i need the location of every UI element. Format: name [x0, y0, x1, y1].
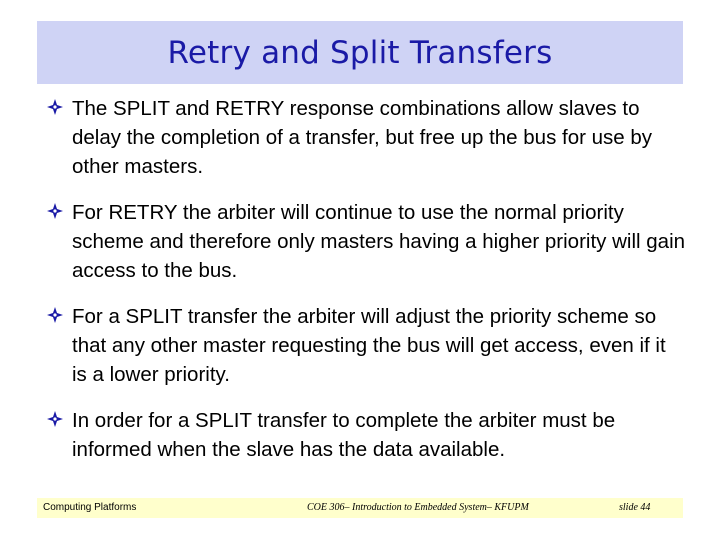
slide-title: Retry and Split Transfers	[167, 34, 553, 71]
diamond-bullet-icon	[46, 98, 64, 116]
bullet-item	[46, 302, 686, 389]
bullet-item	[46, 198, 686, 285]
bullet-text: For RETRY the arbiter will continue to use the normal priority scheme and therefore only masters having a higher priority will gain access to the bus.	[72, 201, 686, 282]
bullet-text: In order for a SPLIT transfer to complete the arbiter must be informed when the slave has the data available.	[72, 409, 616, 461]
bullet-list	[46, 94, 686, 481]
bullet-text: The SPLIT and RETRY response combinations allow slaves to delay the completion of a transfer, but free up the bus for use by other masters.	[72, 97, 653, 178]
footer-bar	[37, 498, 683, 518]
diamond-bullet-icon	[46, 202, 64, 220]
diamond-bullet-icon	[46, 306, 64, 324]
title-bar	[37, 21, 683, 84]
bullet-item	[46, 94, 686, 181]
bullet-text: For a SPLIT transfer the arbiter will adjust the priority scheme so that any other master requesting the bus will get access, even if it is a lower priority.	[72, 305, 666, 386]
footer-course-section: Computing Platforms	[43, 502, 137, 513]
footer-slide-number: slide 44	[619, 502, 651, 513]
footer-course-title: COE 306– Introduction to Embedded System– KFUPM	[307, 502, 529, 513]
bullet-item	[46, 406, 686, 464]
diamond-bullet-icon	[46, 410, 64, 428]
